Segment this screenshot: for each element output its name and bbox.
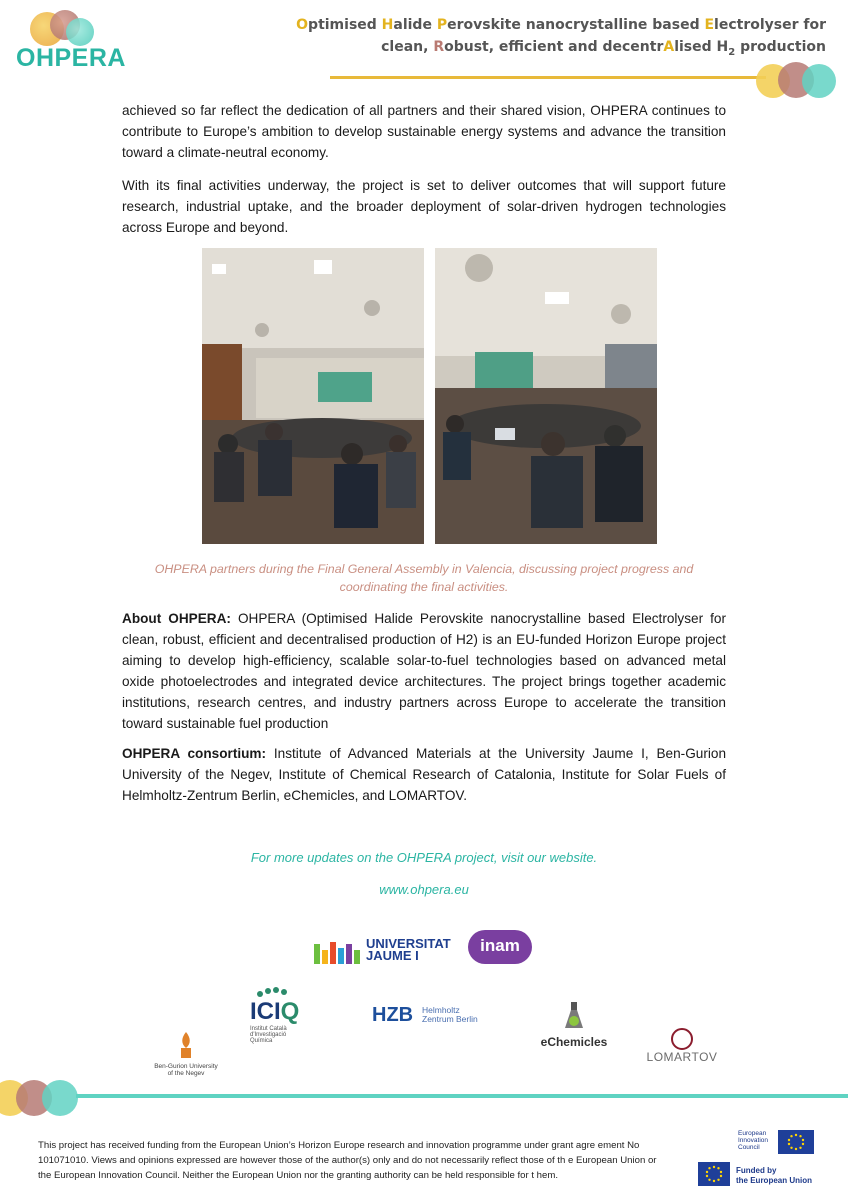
about-lead: About OHPERA: bbox=[122, 611, 231, 626]
logo-circle-teal bbox=[66, 18, 94, 46]
title-initial: H bbox=[381, 17, 394, 33]
eu-line-2: the European Union bbox=[736, 1176, 812, 1185]
consortium-lead: OHPERA consortium: bbox=[122, 746, 267, 761]
iciq-wordmark bbox=[250, 998, 299, 1026]
echemicles-wordmark: eChemicles bbox=[540, 1035, 608, 1049]
uji-line-1: UNIVERSITAT bbox=[366, 936, 451, 951]
uji-line-2: JAUME I bbox=[366, 948, 419, 963]
bgu-logo bbox=[150, 1032, 222, 1078]
lomartov-emblem-icon bbox=[671, 1028, 693, 1050]
eu-funding-text bbox=[736, 1166, 812, 1186]
title-initial: A bbox=[663, 39, 675, 55]
eic-line-3: Council bbox=[738, 1144, 760, 1151]
body-paragraph-1: achieved so far reflect the dedication of all partners and their shared vision, OHPERA continues to contribute to Europe’s ambition to develop sustainable energy systems and advance the transition toward a climate-neutral economy. bbox=[122, 103, 726, 160]
iciq-subtitle: Institut Català d'Investigació Química bbox=[250, 1026, 287, 1044]
consortium-paragraph bbox=[122, 743, 726, 806]
bgu-wordmark bbox=[150, 1063, 222, 1077]
lomartov-wordmark: LOMARTOV bbox=[646, 1050, 718, 1064]
title-text: obust, efficient and decentr bbox=[444, 39, 664, 55]
flask-icon bbox=[563, 1002, 585, 1030]
ohpera-logo bbox=[16, 10, 146, 72]
iciq-letters: ICI bbox=[250, 998, 281, 1025]
eic-line-1: European bbox=[738, 1130, 767, 1137]
project-title bbox=[266, 14, 826, 64]
eic-wordmark bbox=[738, 1130, 768, 1151]
title-text: production bbox=[735, 39, 826, 55]
title-initial: E bbox=[704, 17, 715, 33]
body-paragraph-2: With its final activities underway, the project is set to deliver outcomes that will support future research, industrial uptake, and the broader deployment of solar-driven hydrogen technologies across Europe and beyond. bbox=[122, 178, 726, 235]
bgu-emblem-icon bbox=[177, 1032, 195, 1058]
eu-flag-icon bbox=[778, 1130, 814, 1154]
decor-circle-teal bbox=[802, 64, 836, 98]
title-text: lectrolyser for bbox=[714, 17, 826, 33]
meeting-photo-left bbox=[202, 248, 424, 544]
title-subscript: 2 bbox=[728, 46, 736, 58]
echemicles-logo bbox=[534, 1002, 614, 1052]
updates-note: For more updates on the OHPERA project, visit our website. bbox=[250, 850, 598, 865]
photo-caption: OHPERA partners during the Final General Assembly in Valencia, discussing project progress and coordinating the final activities. bbox=[154, 562, 694, 594]
lomartov-logo bbox=[644, 1028, 720, 1078]
title-text: clean, bbox=[381, 39, 434, 55]
uji-wordmark bbox=[366, 938, 451, 962]
about-paragraph bbox=[122, 608, 726, 734]
header-decoration bbox=[756, 58, 846, 104]
uji-bars-icon bbox=[314, 940, 360, 964]
hzb-logo bbox=[372, 1004, 492, 1028]
header-rule bbox=[330, 76, 766, 79]
footer-rule bbox=[76, 1094, 848, 1098]
eu-funding-logo bbox=[698, 1162, 818, 1188]
title-text: erovskite nanocrystalline based bbox=[447, 17, 705, 33]
decor-circle-teal bbox=[42, 1080, 78, 1116]
title-initial: O bbox=[296, 17, 309, 33]
hzb-sub-line-2: Zentrum Berlin bbox=[422, 1014, 478, 1024]
title-text: ptimised bbox=[308, 17, 382, 33]
meeting-photo-right bbox=[435, 248, 657, 544]
title-text: alide bbox=[393, 17, 437, 33]
website-link[interactable]: www.ohpera.eu bbox=[379, 882, 469, 897]
hzb-sub-line-1: Helmholtz bbox=[422, 1005, 460, 1015]
project-title-line-1 bbox=[266, 14, 826, 36]
eu-flag-icon bbox=[698, 1162, 730, 1186]
iciq-logo bbox=[250, 986, 300, 1044]
project-title-line-2 bbox=[266, 36, 826, 64]
title-text: lised H bbox=[674, 39, 729, 55]
eu-line-1: Funded by bbox=[736, 1166, 777, 1175]
inam-logo: inam bbox=[468, 930, 532, 964]
logo-wordmark: OHPERA bbox=[16, 44, 126, 72]
title-initial: P bbox=[436, 17, 448, 33]
uji-logo bbox=[314, 936, 451, 966]
funding-disclaimer: This project has received funding from the European Union’s Horizon Europe research and innovation programme under grant agre ement No 101071010. Views and opinions expressed are however those of the author(s) only and do not necessarily reflect those of th e European Union or the European Innovation Council. Neither the European Union nor the granting authority can be held responsible for t hem. bbox=[38, 1140, 657, 1181]
eic-line-2: Innovation bbox=[738, 1137, 768, 1144]
hzb-subtitle bbox=[422, 1006, 478, 1024]
about-text: OHPERA (Optimised Halide Perovskite nanocrystalline based Electrolyser for clean, robust, efficient and decentralised production of H2) is an EU-funded Horizon Europe project aiming to develop high-efficiency, scalable solar-to-fuel technologies based on advanced metal oxide photoelectrodes and integrated device architectures. The project brings together academic institutions, research centres, and industry partners across Europe to accelerate the transition toward sustainable fuel production bbox=[122, 611, 726, 731]
eic-logo bbox=[738, 1130, 816, 1154]
bgu-line-2: of the Negev bbox=[167, 1070, 205, 1077]
hzb-wordmark: HZB bbox=[372, 1004, 414, 1026]
footer-decoration bbox=[0, 1078, 90, 1120]
consortium-text: Institute of Advanced Materials at the University Jaume I, Ben-Gurion University of the Negev, Institute of Chemical Research of Catalonia, Institute for Solar Fuels of Helmholtz-Zentrum Berlin, eChemicles, and LOMARTOV. bbox=[122, 746, 726, 803]
title-initial: R bbox=[433, 39, 445, 55]
bgu-line-1: Ben-Gurion University bbox=[154, 1063, 218, 1070]
iciq-letter-q: Q bbox=[280, 998, 300, 1025]
